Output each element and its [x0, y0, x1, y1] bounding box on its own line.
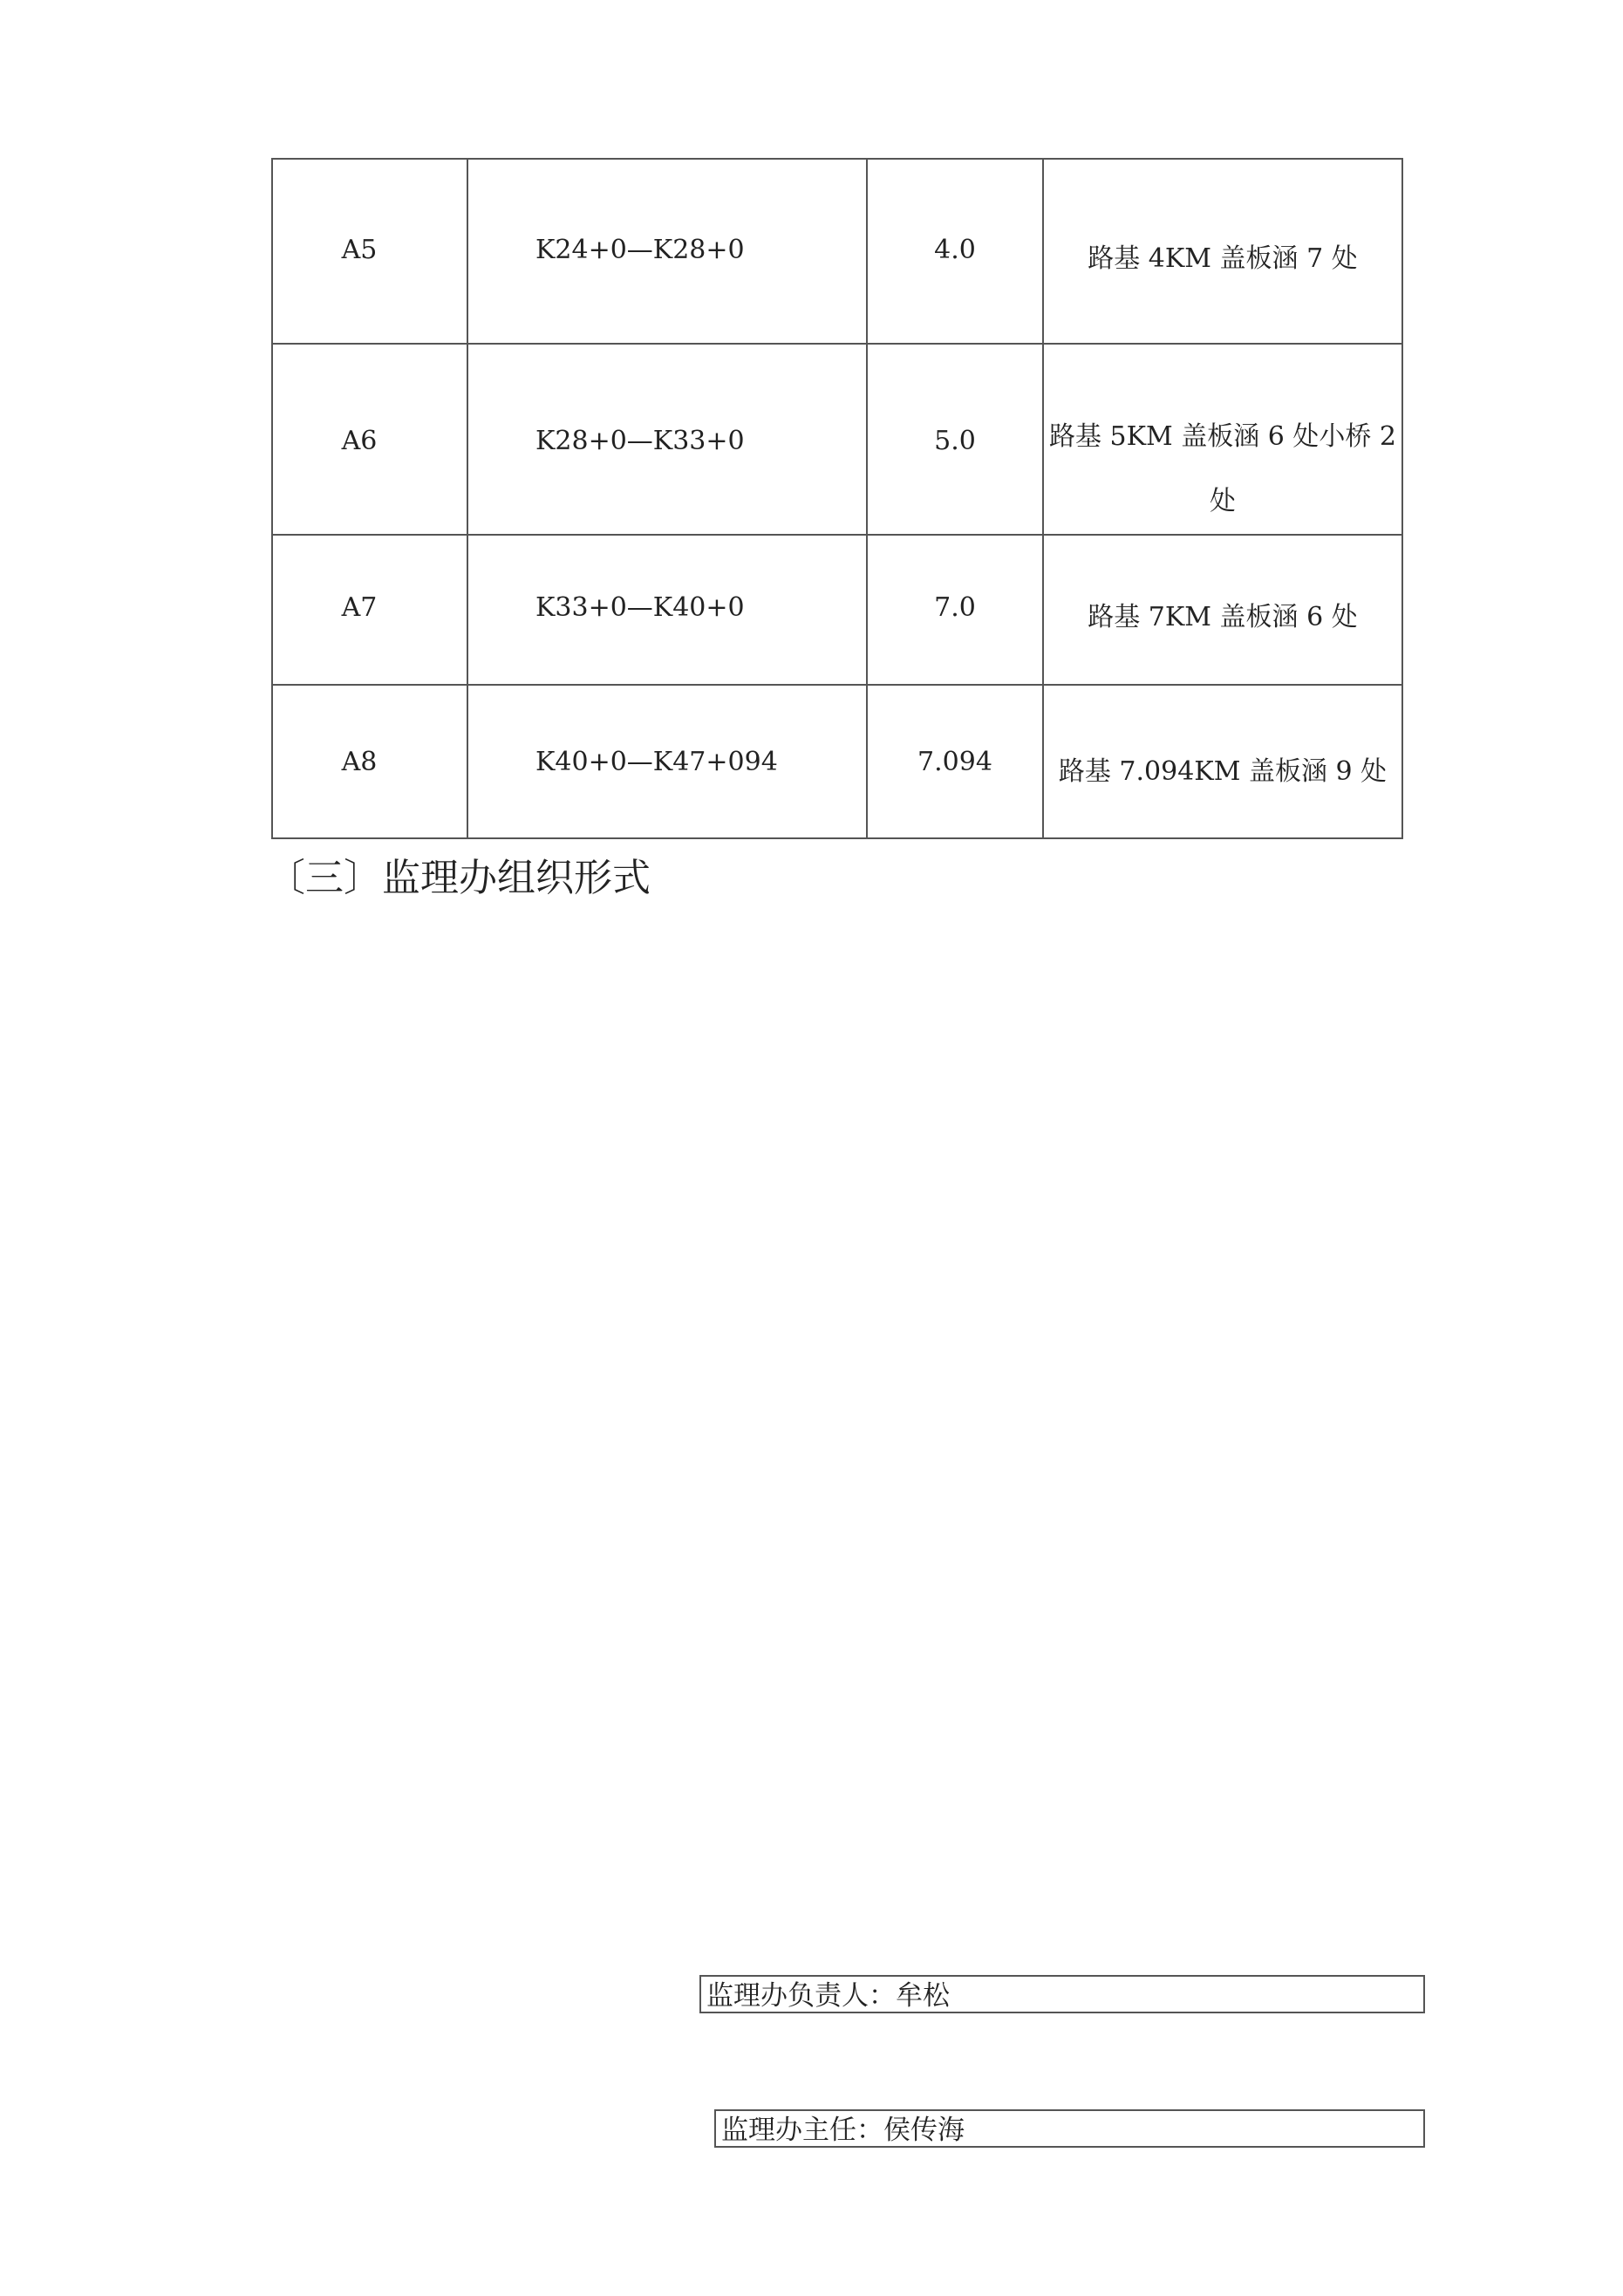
table-row: [272, 535, 1402, 685]
length-cell: [867, 159, 1043, 344]
table-row: [272, 344, 1402, 535]
length-km: 5.0: [934, 426, 976, 456]
station-range-cell: [467, 344, 867, 535]
length-km: 4.0: [934, 235, 976, 265]
station-range-cell: [467, 685, 867, 838]
section-id: A7: [341, 592, 378, 623]
length-cell: [867, 344, 1043, 535]
length-km: 7.0: [934, 592, 976, 623]
work-description: 路基 7.094KM 盖板涵 9 处: [1058, 756, 1388, 787]
description-cell: [1043, 535, 1402, 685]
station-range: K28+0—K33+0: [535, 426, 745, 456]
work-description: 路基 7KM 盖板涵 6 处: [1088, 602, 1358, 632]
description-cell: [1043, 685, 1402, 838]
station-range-cell: [467, 159, 867, 344]
work-description: 路基 4KM 盖板涵 7 处: [1088, 243, 1358, 274]
sections-table: [271, 158, 1403, 839]
section-heading: 〔三〕监理办组织形式: [267, 856, 651, 900]
section-id: A5: [341, 235, 378, 265]
section-id-cell: [272, 685, 467, 838]
section-id-cell: [272, 344, 467, 535]
table-row: [272, 159, 1402, 344]
office-director-signature: 监理办主任：侯传海: [714, 2109, 1425, 2148]
station-range-cell: [467, 535, 867, 685]
station-range: K24+0—K28+0: [535, 235, 745, 265]
work-description: 路基 5KM 盖板涵 6 处小桥 2 处: [1048, 421, 1397, 516]
station-range: K33+0—K40+0: [535, 592, 745, 623]
length-km: 7.094: [917, 747, 992, 777]
description-cell: [1043, 159, 1402, 344]
office-lead-signature: 监理办负责人：牟松: [699, 1975, 1425, 2013]
station-range: K40+0—K47+094: [535, 747, 778, 777]
section-id: A6: [341, 426, 378, 456]
description-cell: [1043, 344, 1402, 535]
section-id-cell: [272, 159, 467, 344]
section-id: A8: [341, 747, 378, 777]
length-cell: [867, 535, 1043, 685]
section-id-cell: [272, 535, 467, 685]
table-row: [272, 685, 1402, 838]
length-cell: [867, 685, 1043, 838]
